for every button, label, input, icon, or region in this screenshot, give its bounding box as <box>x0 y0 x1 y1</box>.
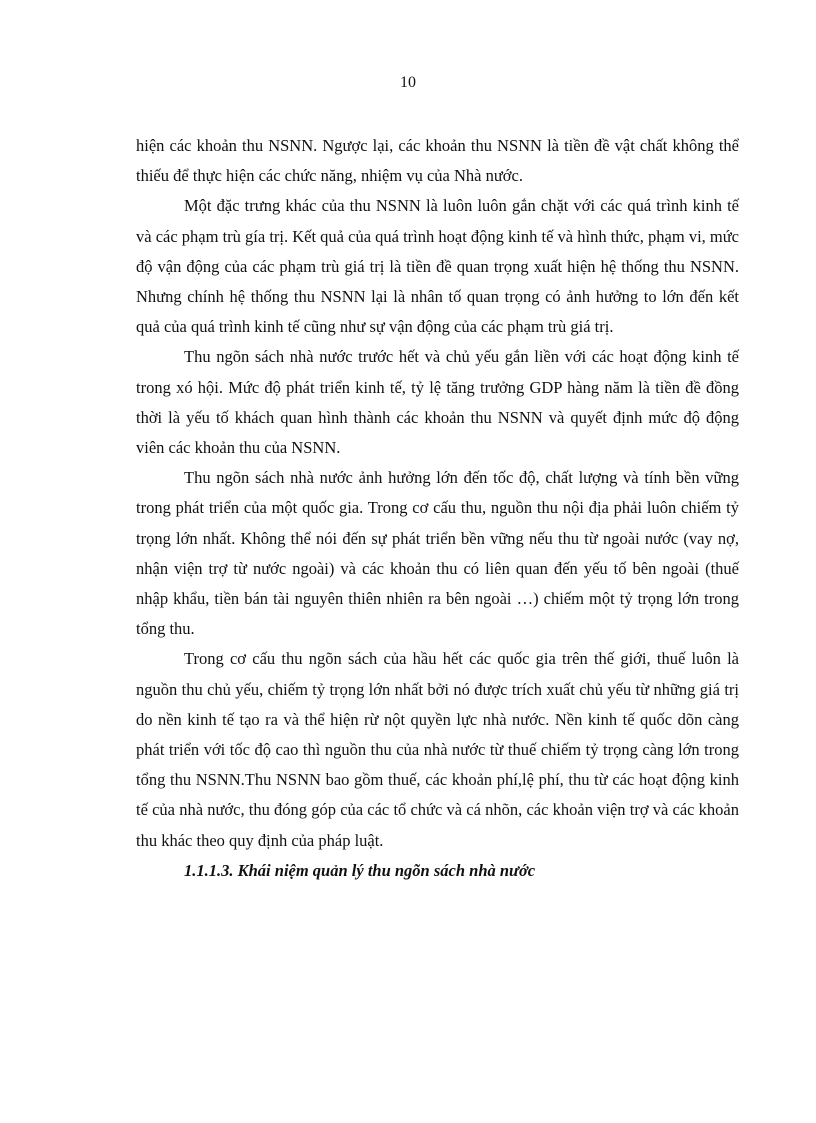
paragraph-revenue-structure: Trong cơ cấu thu ngõn sách của hầu hết các quốc gia trên thế giới, thuế luôn là nguồn thu chủ yếu, chiếm tỷ trọng lớn nhất bởi nó được trích xuất chủ yếu từ những giá trị do nền kinh tế tạo ra và thể hiện rừ nột quyền lực nhà nước. Nền kinh tế quốc dõn càng phát triển với tốc độ cao thì nguồn thu của nhà nước từ thuế chiếm tỷ trọng càng lớn trong tổng thu NSNN.Thu NSNN bao gồm thuế, các khoản phí,lệ phí, thu từ các hoạt động kinh tế của nhà nước, thu đóng góp của các tổ chức và cá nhõn, các khoản viện trợ và các khoản thu khác theo quy định của pháp luật. <box>136 649 739 850</box>
paragraph-continuation: hiện các khoản thu NSNN. Ngược lại, các khoản thu NSNN là tiền đề vật chất không thể thiếu để thực hiện các chức năng, nhiệm vụ của Nhà nước. <box>136 136 739 186</box>
paragraph-revenue-sustainability: Thu ngõn sách nhà nước ảnh hưởng lớn đến tốc độ, chất lượng và tính bền vững trong phát triển của một quốc gia. Trong cơ cấu thu, nguồn thu nội địa phải luôn chiếm tỷ trọng lớn nhất. Không thể nói đến sự phát triển bền vững nếu thu từ ngoài nước (vay nợ, nhận viện trợ từ nước ngoài) và các khoản thu có liên quan đến yếu tố bên ngoài (thuế nhập khẩu, tiền bán tài nguyên thiên nhiên ra bên ngoài …) chiếm một tỷ trọng lớn trong tổng thu. <box>136 468 739 639</box>
paragraph-revenue-economic-activity: Thu ngõn sách nhà nước trước hết và chủ yếu gắn liền với các hoạt động kinh tế trong xó hội. Mức độ phát triển kinh tế, tỷ lệ tăng trưởng GDP hàng năm là tiền đề đồng thời là yếu tố khách quan hình thành các khoản thu NSNN và quyết định mức độ động viên các khoản thu của NSNN. <box>136 347 739 458</box>
body-text <box>136 131 739 886</box>
paragraph-revenue-economic-link: Một đặc trưng khác của thu NSNN là luôn luôn gắn chặt với các quá trình kinh tế và các phạm trù gía trị. Kết quả của quá trình hoạt động kinh tế và hình thức, phạm vi, mức độ vận động của các phạm trù giá trị là tiền đề quan trọng xuất hiện hệ thống thu NSNN. Nhưng chính hệ thống thu NSNN lại là nhân tố quan trọng có ảnh hưởng to lớn đến kết quả của quá trình kinh tế cũng như sự vận động của các phạm trù giá trị. <box>136 196 740 337</box>
page-number: 10 <box>400 74 416 91</box>
section-heading: 1.1.1.3. Khái niệm quản lý thu ngõn sách nhà nước <box>184 860 536 880</box>
